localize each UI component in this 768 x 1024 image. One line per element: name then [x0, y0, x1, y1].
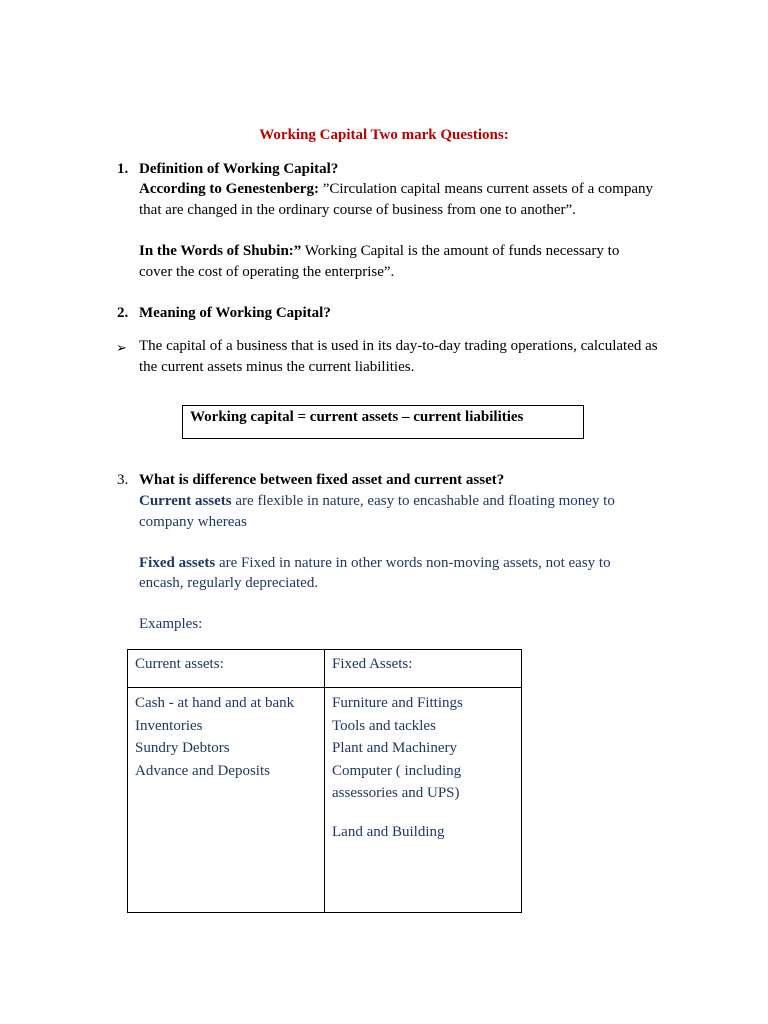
- shubin-text-1: Working Capital is the amount of funds necessary to: [301, 243, 620, 259]
- list-item: Tools and tackles: [332, 717, 436, 734]
- working-capital-meaning-line-1: The capital of a business that is used in its day-to-day trading operations, calculated as: [139, 338, 658, 354]
- list-item: Sundry Debtors: [135, 740, 230, 756]
- current-assets-header: Current assets:: [135, 656, 224, 672]
- fixed-assets-line-1: [139, 553, 611, 573]
- q2-number: 2.: [117, 305, 129, 321]
- fixed-assets-text-1: are Fixed in nature in other words non-moving assets, not easy to: [215, 555, 611, 571]
- current-assets-text-2: company whereas: [139, 514, 247, 530]
- table-header-cell: [128, 650, 325, 688]
- shubin-text-2: cover the cost of operating the enterprise”.: [139, 264, 395, 280]
- list-item: assessories and UPS): [332, 785, 460, 801]
- shubin-definition-line-1: [139, 241, 619, 261]
- list-item: Inventories: [135, 717, 203, 734]
- list-item: Land and Building: [332, 823, 445, 840]
- fixed-assets-label: Fixed assets: [139, 555, 216, 571]
- q3-heading: What is difference between fixed asset and current asset?: [139, 472, 505, 488]
- list-item: Plant and Machinery: [332, 740, 457, 756]
- working-capital-meaning-line-2: the current assets minus the current liabilities.: [139, 359, 415, 375]
- list-item: Furniture and Fittings: [332, 695, 463, 711]
- current-assets-cell: [128, 688, 325, 913]
- assets-examples-table: [127, 649, 522, 913]
- list-item: Advance and Deposits: [135, 762, 270, 779]
- table-header-cell: [325, 650, 522, 688]
- shubin-label: In the Words of Shubin:”: [139, 243, 302, 259]
- document-title: Working Capital Two mark Questions:: [259, 127, 509, 143]
- examples-label: Examples:: [139, 616, 203, 632]
- working-capital-formula: Working capital = current assets – current liabilities: [190, 409, 524, 425]
- genestenberg-text-2: that are changed in the ordinary course of business from one to another”.: [139, 202, 576, 218]
- q1-heading: Definition of Working Capital?: [139, 161, 339, 177]
- genestenberg-label: According to Genestenberg:: [139, 181, 319, 197]
- table-row: [128, 688, 522, 913]
- q3-number: 3.: [117, 472, 129, 488]
- current-assets-text-1: are flexible in nature, easy to encashable and floating money to: [231, 493, 615, 509]
- arrow-bullet-icon: ➢: [116, 340, 127, 355]
- fixed-assets-text-2: encash, regularly depreciated.: [139, 575, 319, 591]
- genestenberg-definition-line-1: [139, 179, 653, 199]
- q2-heading: Meaning of Working Capital?: [139, 305, 331, 321]
- formula-box: [182, 405, 584, 439]
- fixed-assets-cell: [325, 688, 522, 913]
- table-header-row: [128, 650, 522, 688]
- list-item: Cash - at hand and at bank: [135, 695, 295, 711]
- genestenberg-text-1: ”Circulation capital means current assets of a company: [318, 181, 654, 197]
- list-item: Computer ( including: [332, 762, 462, 779]
- current-assets-label: Current assets: [139, 493, 232, 509]
- fixed-assets-header: Fixed Assets:: [332, 656, 413, 672]
- current-assets-line-1: [139, 491, 615, 511]
- q1-number: 1.: [117, 161, 129, 177]
